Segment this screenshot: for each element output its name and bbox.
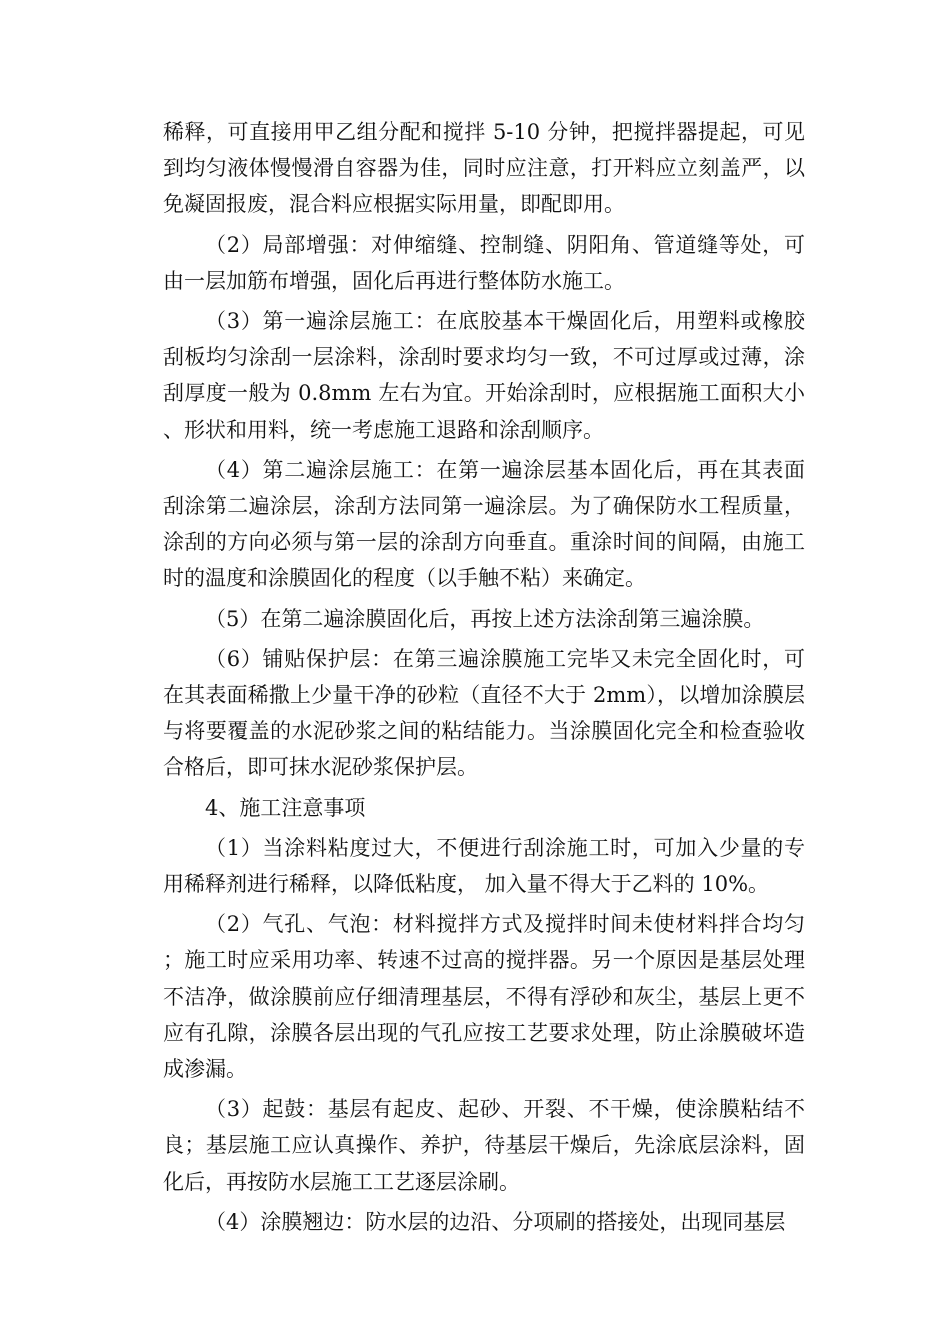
paragraph-second-coat: （4）第二遍涂层施工：在第一遍涂层基本固化后，再在其表面刮涂第二遍涂层，涂刮方法同第一遍涂层。为了确保防水工程质量，涂刮的方向必须与第一层的涂刮方向垂直。重涂时间的间隔，由施工时的温度和涂膜固化的程度（以手触不粘）来确定。 <box>163 457 805 591</box>
section-heading-precautions: 4、施工注意事项 <box>205 795 366 820</box>
paragraph-protective-layer: （6）铺贴保护层：在第三遍涂膜施工完毕又未完全固化时，可在其表面稀撒上少量干净的砂粒（直径不大于 2mm），以增加涂膜层与将要覆盖的水泥砂浆之间的粘结能力。当涂膜固化完全和检查验收合格后，即可抹水泥砂浆保护层。 <box>163 646 805 780</box>
paragraph-edge-curling: （4）涂膜翘边：防水层的边沿、分项刷的搭接处，出现同基层 <box>205 1209 786 1234</box>
paragraph-local-reinforcement: （2）局部增强：对伸缩缝、控制缝、阴阳角、管道缝等处，可由一层加筋布增强，固化后再进行整体防水施工。 <box>163 232 805 293</box>
paragraph-third-coat: （5）在第二遍涂膜固化后，再按上述方法涂刮第三遍涂膜。 <box>205 606 765 631</box>
paragraph-first-coat: （3）第一遍涂层施工：在底胶基本干燥固化后，用塑料或橡胶刮板均匀涂刮一层涂料，涂刮时要求均匀一致，不可过厚或过薄，涂刮厚度一般为 0.8mm 左右为宜。开始涂刮时，应根据施工面积大小、形状和用料，统一考虑施工退路和涂刮顺序。 <box>163 309 805 442</box>
paragraph-bulging: （3）起鼓：基层有起皮、起砂、开裂、不干燥，使涂膜粘结不良；基层施工应认真操作、养护，待基层干燥后，先涂底层涂料，固化后，再按防水层施工工艺逐层涂刷。 <box>163 1097 805 1194</box>
paragraph-continuation: 稀释，可直接用甲乙组分配和搅拌 5-10 分钟，把搅拌器提起，可见到均匀液体慢慢滑自容器为佳，同时应注意，打开料应立刻盖严，以免凝固报废，混合料应根据实际用量，即配即用。 <box>163 120 805 217</box>
paragraph-viscosity: （1）当涂料粘度过大，不便进行刮涂施工时，可加入少量的专用稀释剂进行稀释，以降低粘度， 加入量不得大于乙料的 10%。 <box>163 835 805 897</box>
document-body <box>163 114 805 1244</box>
paragraph-pores-bubbles: （2）气孔、气泡：材料搅拌方式及搅拌时间未使材料拌合均匀；施工时应采用功率、转速不过高的搅拌器。另一个原因是基层处理不洁净，做涂膜前应仔细清理基层，不得有浮砂和灰尘，基层上更不应有孔隙，涂膜各层出现的气孔应按工艺要求处理，防止涂膜破坏造成渗漏。 <box>163 912 805 1082</box>
